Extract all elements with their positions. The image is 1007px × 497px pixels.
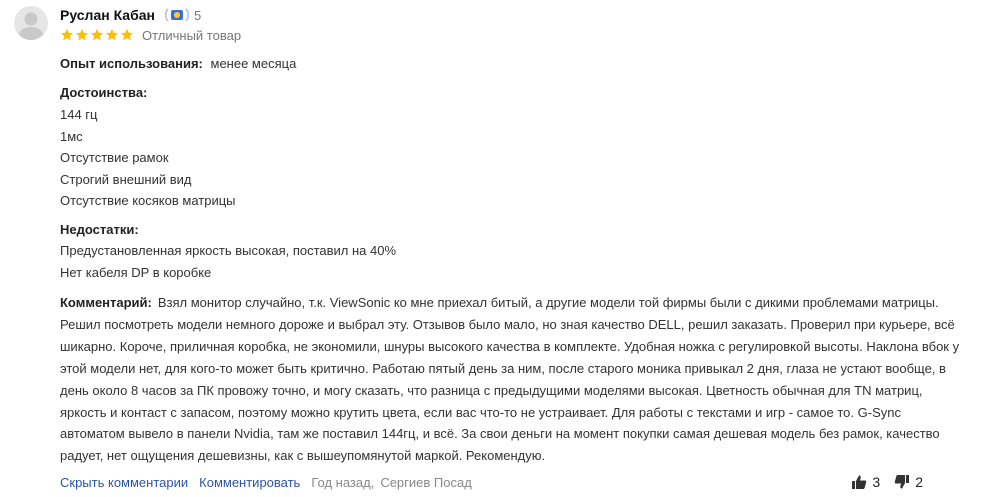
cons-item: Нет кабеля DP в коробке xyxy=(60,265,212,280)
star-icon xyxy=(105,28,119,42)
experience-value: менее месяца xyxy=(210,56,297,71)
review-footer xyxy=(60,473,478,491)
star-icon xyxy=(90,28,104,42)
dislike-button[interactable] xyxy=(894,474,923,490)
pros-item: Отсутствие косяков матрицы xyxy=(60,193,236,208)
star-icon xyxy=(75,28,89,42)
comment-block xyxy=(60,292,960,467)
badge-count: 5 xyxy=(193,7,202,23)
pros-item: 144 гц xyxy=(60,107,98,122)
cons-item: Предустановленная яркость высокая, поставил на 40% xyxy=(60,243,397,258)
review-location: Сергиев Посад xyxy=(380,474,472,490)
pros-label: Достоинства: xyxy=(60,85,148,100)
cons-label: Недостатки: xyxy=(60,222,139,237)
votes xyxy=(851,472,923,492)
star-icon xyxy=(60,28,74,42)
comment-label: Комментарий: xyxy=(60,295,152,310)
like-count: 3 xyxy=(872,474,881,490)
rating-stars xyxy=(60,28,134,42)
pros-item: Отсутствие рамок xyxy=(60,150,169,165)
pros-item: 1мс xyxy=(60,129,83,144)
star-icon xyxy=(120,28,134,42)
pros-item: Строгий внешний вид xyxy=(60,172,192,187)
author-row xyxy=(60,6,201,24)
dislike-count: 2 xyxy=(915,474,923,490)
like-button[interactable] xyxy=(851,474,880,490)
rating-label: Отличный товар xyxy=(142,27,242,43)
hide-comments-link[interactable]: Скрыть комментарии xyxy=(60,474,189,490)
experience-label: Опыт использования: xyxy=(60,56,203,71)
thumbs-up-icon xyxy=(851,474,867,490)
thumbs-down-icon xyxy=(894,474,910,490)
rating-row xyxy=(60,26,241,44)
user-silhouette-icon xyxy=(14,6,48,40)
avatar[interactable] xyxy=(14,6,48,40)
comment-text: Взял монитор случайно, т.к. ViewSonic ко мне приехал битый, а другие модели той фирмы были с дикими проблемами матрицы. Решил посмотреть модели немного дороже и выбрал эту. Отзывов было мало, но зная качество DELL, решил заказать. Проверил при курьере, всё шикарно. Короче, приличная коробка, не экономили, шнуры высокого качества в комплекте. Удобная ножка с регулировкой высоты. Наклона вбок у этой модели нет, для кого-то может быть критично. Работаю пятый день за ним, после старого моника привыкал 2 дня, глаза не устают вообще, в день около 8 часов за ПК провожу точно, и могу сказать, что разница с предыдущими моделями высокая. Цветность обычная для TN матриц, яркость и контаст с запасом, поэтому можно крутить цвета, если вас что-то не устраивает. Для работы с текстами и игр - самое то. G-Sync автоматом вывело в панели Nvidia, там же поставил 144гц, и всё. За свои деньги на момент покупки самая дешевая модель без рамок, качество радует, нет ощущения дешевизны, как с вышеупомянутой маркой. Рекомендую. xyxy=(60,295,960,464)
review-date: Год назад, xyxy=(311,474,375,490)
medal-icon xyxy=(163,7,191,23)
comment-link[interactable]: Комментировать xyxy=(199,474,301,490)
author-badge[interactable] xyxy=(163,7,201,23)
experience-row xyxy=(60,55,296,73)
author-name[interactable]: Руслан Кабан xyxy=(60,7,155,23)
